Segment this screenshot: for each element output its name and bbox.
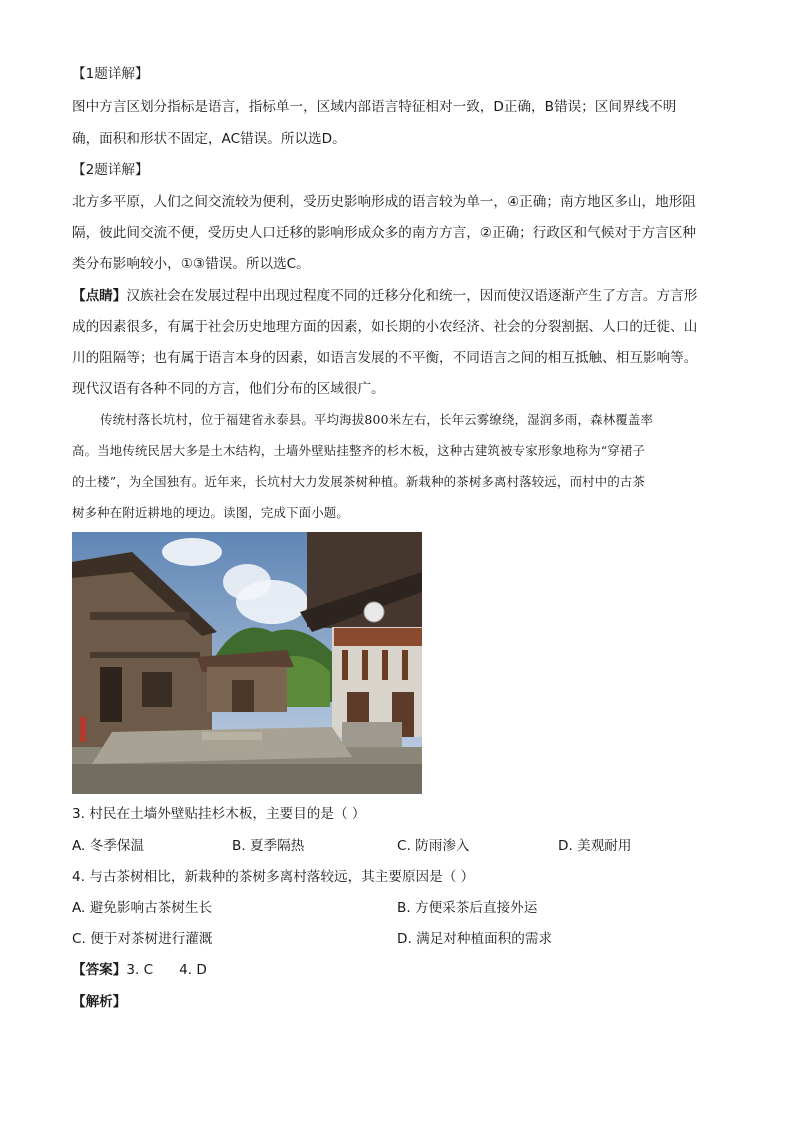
q3-option-c: C. 防雨渗入 <box>397 838 470 854</box>
section1-line-2: 确，面积和形状不固定，AC错误。所以选D。 <box>72 131 346 147</box>
passage-line-2: 高。当地传统民居大多是土木结构，土墙外壁贴挂整齐的杉木板，这种古建筑被专家形象地称为“穿裙子 <box>72 443 646 458</box>
village-photo-illustration <box>72 532 422 794</box>
tip-line-3: 川的阻隔等；也有属于语言本身的因素，如语言发展的不平衡，不同语言之间的相互抵触、相互影响等。 <box>72 350 698 366</box>
passage-line-1: 传统村落长坑村，位于福建省永泰县。平均海拔800米左右，长年云雾缭绕，湿润多雨，森林覆盖率 <box>100 412 654 427</box>
section2-line-1: 北方多平原，人们之间交流较为便利，受历史影响形成的语言较为单一，④正确；南方地区多山，地形阻 <box>72 194 696 210</box>
q3-option-a: A. 冬季保温 <box>72 838 145 854</box>
passage-line-4: 树多种在附近耕地的埂边。读图，完成下面小题。 <box>72 505 349 520</box>
q3-stem: 3. 村民在土墙外壁贴挂杉木板，主要目的是（ ） <box>72 806 366 822</box>
q4-option-c: C. 便于对茶树进行灌溉 <box>72 931 213 947</box>
tip-label: 【点睛】 <box>72 288 127 304</box>
tip-line-1 <box>72 286 727 306</box>
answer-label: 【答案】 <box>72 962 127 978</box>
q4-option-b: B. 方便采茶后直接外运 <box>397 900 538 916</box>
q4-option-a: A. 避免影响古茶树生长 <box>72 900 213 916</box>
section1-heading: 【1题详解】 <box>72 66 149 82</box>
section1-line-1: 图中方言区划分指标是语言，指标单一，区域内部语言特征相对一致，D正确，B错误；区间界线不明 <box>72 99 677 115</box>
section2-line-2: 隔，彼此间交流不便，受历史人口迁移的影响形成众多的南方方言，②正确；行政区和气候对于方言区种 <box>72 225 696 241</box>
analysis-label: 【解析】 <box>72 994 127 1010</box>
tip-line-2: 成的因素很多，有属于社会历史地理方面的因素，如长期的小农经济、社会的分裂割据、人口的迁徙、山 <box>72 319 698 335</box>
q4-stem: 4. 与古茶树相比，新栽种的茶树多离村落较远，其主要原因是（ ） <box>72 869 475 885</box>
section2-line-3: 类分布影响较小，①③错误。所以选C。 <box>72 256 310 272</box>
answer-text: 3. C 4. D <box>126 962 207 978</box>
village-photo <box>72 532 422 794</box>
q4-option-d: D. 满足对种植面积的需求 <box>397 931 553 947</box>
passage-line-3: 的土楼”，为全国独有。近年来，长坑村大力发展茶树种植。新栽种的茶树多离村落较远，而村中的古茶 <box>72 474 646 489</box>
tip-line-4: 现代汉语有各种不同的方言，他们分布的区域很广。 <box>72 381 385 397</box>
tip-text-1: 汉族社会在发展过程中出现过程度不同的迁移分化和统一，因而使汉语逐渐产生了方言。方言形 <box>126 288 698 304</box>
section2-heading: 【2题详解】 <box>72 162 149 178</box>
q3-option-b: B. 夏季隔热 <box>232 838 305 854</box>
q3-option-d: D. 美观耐用 <box>558 838 632 854</box>
answer-line <box>72 960 727 980</box>
